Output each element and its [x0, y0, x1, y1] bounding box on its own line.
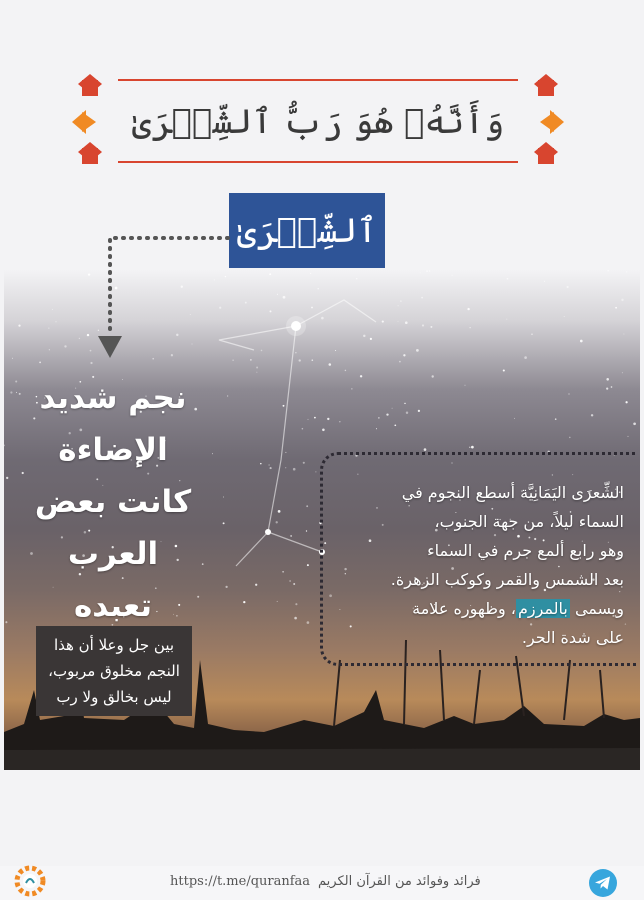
- title-word: ٱلشِّعۡرَىٰ: [236, 211, 378, 251]
- star: [503, 369, 505, 371]
- star: [276, 521, 278, 523]
- star: [295, 352, 296, 353]
- info-line: وهو رابع ألمع جرم في السماء: [427, 541, 624, 560]
- star: [256, 367, 258, 369]
- star: [327, 418, 329, 420]
- info-text: [334, 478, 624, 652]
- star: [564, 316, 565, 317]
- star: [400, 300, 402, 302]
- star: [398, 305, 399, 306]
- star: [580, 340, 583, 343]
- star: [277, 294, 278, 295]
- info-line: الشِّعرَى اليَمَانِيَّة أسطع النجوم في: [401, 483, 624, 502]
- star: [79, 338, 80, 339]
- star: [255, 584, 257, 586]
- star: [290, 535, 291, 536]
- star: [223, 497, 224, 498]
- verse-text: وَأَنَّهُۥ هُوَ رَبُّ ٱلشِّعۡرَىٰ: [131, 101, 505, 142]
- star: [356, 278, 357, 279]
- star: [329, 363, 332, 366]
- heading-line: العرب: [67, 536, 159, 572]
- star: [363, 335, 365, 337]
- star: [382, 321, 384, 323]
- star: [294, 617, 297, 620]
- star: [625, 401, 627, 403]
- info-line-part: ، وظهوره علامة: [412, 599, 516, 618]
- star: [269, 273, 271, 275]
- star: [302, 428, 304, 430]
- star: [514, 418, 515, 419]
- star: [295, 603, 297, 605]
- star: [544, 281, 545, 282]
- star: [469, 447, 470, 448]
- star: [420, 272, 421, 273]
- star: [422, 324, 424, 326]
- highlighted-term: بالمرزم: [517, 599, 568, 618]
- star: [315, 471, 316, 472]
- heading-line: الإضاءة: [58, 432, 168, 468]
- star: [293, 468, 296, 471]
- star: [283, 405, 285, 407]
- star: [318, 288, 319, 289]
- star: [283, 296, 286, 299]
- star: [421, 297, 423, 299]
- star: [39, 362, 41, 364]
- star: [257, 372, 258, 373]
- star: [392, 408, 393, 409]
- star: [621, 299, 623, 301]
- star: [303, 462, 305, 464]
- star: [607, 270, 608, 271]
- star: [351, 388, 352, 389]
- info-line-part: ويسمى: [569, 599, 624, 618]
- star: [370, 338, 372, 340]
- star: [452, 275, 453, 276]
- star: [555, 418, 557, 420]
- star: [467, 308, 469, 310]
- star: [622, 372, 623, 373]
- star: [628, 436, 629, 437]
- star: [394, 424, 396, 426]
- star: [311, 307, 313, 309]
- star: [611, 386, 613, 388]
- star: [268, 464, 269, 465]
- star: [403, 354, 405, 356]
- star: [321, 317, 324, 320]
- telegram-icon[interactable]: [588, 868, 618, 898]
- verse-box: [118, 79, 518, 163]
- star: [49, 349, 50, 350]
- star: [4, 445, 5, 447]
- star: [6, 477, 8, 479]
- heading-line: تعبده: [74, 588, 152, 624]
- star: [310, 273, 311, 274]
- star: [429, 270, 430, 271]
- star: [615, 307, 617, 309]
- star: [569, 437, 571, 439]
- title-box: [229, 193, 385, 268]
- star: [314, 417, 316, 419]
- star: [87, 334, 89, 336]
- star: [90, 350, 92, 352]
- star: [406, 411, 408, 413]
- star: [432, 375, 434, 377]
- star: [386, 413, 388, 415]
- info-line: [334, 594, 624, 623]
- star: [339, 421, 340, 422]
- star: [250, 359, 251, 360]
- star: [506, 319, 507, 320]
- star: [633, 422, 636, 425]
- star: [270, 467, 272, 469]
- star: [225, 586, 227, 588]
- star: [260, 463, 262, 465]
- channel-name: فرائد وفوائد من القرآن الكريم: [318, 874, 481, 889]
- info-line: بعد الشمس والقمر وكوكب الزهرة.: [390, 570, 624, 589]
- star: [426, 270, 428, 272]
- star: [245, 302, 247, 304]
- star: [52, 309, 53, 310]
- star: [306, 505, 308, 507]
- star: [418, 410, 420, 412]
- star: [623, 333, 624, 334]
- left-ornament-icon: [68, 72, 112, 172]
- star: [10, 391, 12, 393]
- note-box: [36, 626, 192, 716]
- star: [335, 350, 336, 351]
- star: [261, 350, 263, 352]
- star: [285, 452, 286, 453]
- star: [322, 429, 325, 432]
- star: [48, 328, 49, 329]
- note-line: ليس بخالق ولا رب: [56, 688, 172, 706]
- star: [15, 380, 17, 382]
- star: [88, 273, 90, 275]
- channel-link[interactable]: https://t.me/quranfaa: [170, 874, 311, 889]
- info-line: السماء ليلاً، من جهة الجنوب،: [434, 512, 624, 531]
- star: [531, 333, 532, 334]
- star: [293, 583, 295, 585]
- star: [606, 378, 609, 381]
- star: [223, 522, 225, 524]
- star: [243, 601, 245, 603]
- note-line: بين جل وعلا أن هذا: [53, 636, 175, 654]
- star: [416, 349, 419, 352]
- star: [270, 310, 272, 312]
- star: [285, 467, 286, 468]
- star: [282, 571, 284, 573]
- star: [405, 321, 408, 324]
- star: [378, 417, 379, 418]
- star: [12, 358, 13, 359]
- star: [471, 446, 474, 449]
- star: [212, 453, 213, 454]
- star: [524, 356, 527, 359]
- site-logo: [8, 862, 52, 900]
- dotted-arrow-icon: [96, 228, 236, 368]
- main-heading: [18, 372, 208, 632]
- star: [507, 278, 509, 280]
- star: [591, 414, 593, 416]
- star: [90, 362, 92, 364]
- star: [277, 601, 278, 602]
- star: [398, 321, 399, 322]
- star: [299, 359, 301, 361]
- star: [360, 375, 362, 377]
- star: [308, 419, 309, 420]
- star: [55, 321, 56, 322]
- star: [64, 345, 66, 347]
- star: [227, 396, 228, 397]
- note-line: النجم مخلوق مربوب،: [48, 662, 180, 680]
- star: [470, 327, 471, 328]
- star: [606, 388, 608, 390]
- star: [16, 392, 17, 393]
- star: [430, 326, 432, 328]
- star: [345, 370, 347, 372]
- star: [306, 530, 307, 531]
- star: [626, 271, 627, 272]
- star: [399, 361, 401, 363]
- star: [289, 580, 291, 582]
- star: [424, 448, 427, 451]
- star: [278, 510, 281, 513]
- right-ornament-icon: [524, 72, 568, 172]
- heading-line: نجم شديد: [39, 380, 187, 416]
- star: [404, 403, 405, 404]
- star: [18, 324, 20, 326]
- star: [312, 359, 314, 361]
- heading-line: كانت بعض: [34, 484, 192, 520]
- info-line: على شدة الحر.: [521, 628, 624, 647]
- star: [567, 286, 569, 288]
- star: [568, 393, 569, 394]
- star: [307, 564, 309, 566]
- star: [376, 428, 377, 429]
- star: [465, 385, 466, 386]
